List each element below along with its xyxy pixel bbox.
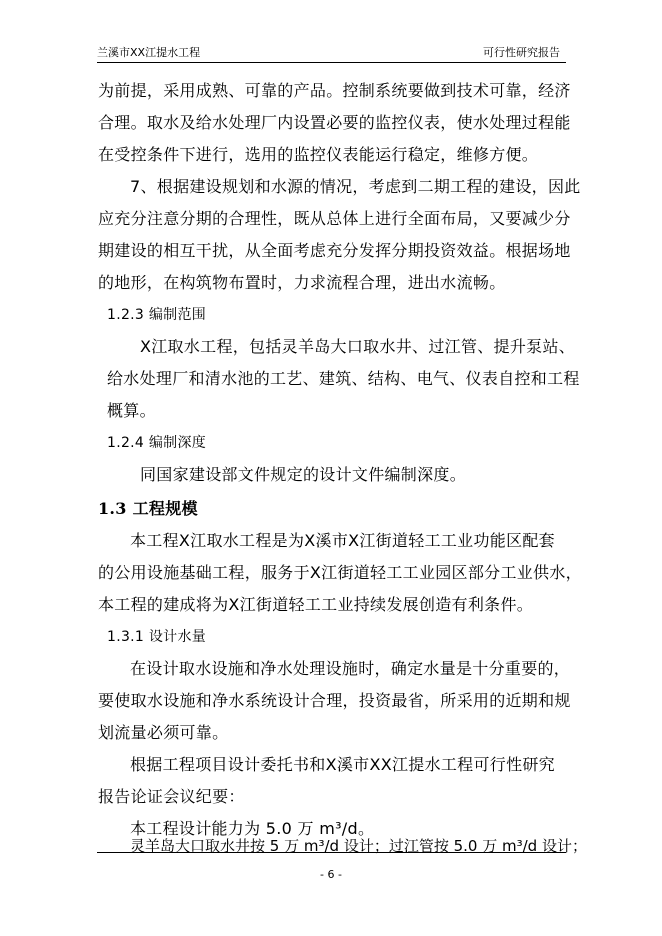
section-heading-1-2-4: 1.2.4 编制深度 <box>107 435 207 451</box>
text-line: 的地形，在构筑物布置时，力求流程合理，进出水流畅。 <box>98 273 506 292</box>
section-heading-1-3: 1.3 工程规模 <box>98 499 198 518</box>
text-line: 概算。 <box>107 401 156 420</box>
text-line: 给水处理厂和清水池的工艺、建筑、结构、电气、仪表自控和工程 <box>107 369 580 388</box>
header-report-title: 可行性研究报告 <box>483 46 560 59</box>
text-line: 7、根据建设规划和水源的情况，考虑到二期工程的建设，因此 <box>130 177 581 196</box>
text-line: 报告论证会议纪要： <box>98 787 245 806</box>
text-line: 本工程X江取水工程是为X溪市X江街道轻工工业功能区配套 <box>130 531 555 550</box>
text-line: 同国家建设部文件规定的设计文件编制深度。 <box>140 465 467 484</box>
text-line: 合理。取水及给水处理厂内设置必要的监控仪表，使水处理过程能 <box>98 113 571 132</box>
section-heading-1-2-3: 1.2.3 编制范围 <box>107 307 207 323</box>
header-project-title: 兰溪市XX江提水工程 <box>97 46 201 59</box>
text-line: 划流量必须可靠。 <box>98 723 229 742</box>
text-line: 应充分注意分期的合理性，既从总体上进行全面布局，又要减少分 <box>98 209 571 228</box>
text-line: 为前提，采用成熟、可靠的产品。控制系统要做到技术可靠，经济 <box>98 81 571 100</box>
text-line: 的公用设施基础工程，服务于X江街道轻工工业园区部分工业供水， <box>98 563 582 582</box>
text-line: 要使取水设施和净水系统设计合理，投资最省，所采用的近期和规 <box>98 691 571 710</box>
text-line: 期建设的相互干扰，从全面考虑充分发挥分期投资效益。根据场地 <box>98 241 571 260</box>
text-line: X江取水工程，包括灵羊岛大口取水井、过江管、提升泵站、 <box>140 337 576 356</box>
text-line: 灵羊岛大口取水井按 5 万 m³/d 设计；过江管按 5.0 万 m³/d 设计； <box>130 837 587 855</box>
footer-rule <box>97 852 566 853</box>
text-line: 本工程的建成将为X江街道轻工工业持续发展创造有利条件。 <box>98 595 534 614</box>
text-line: 根据工程项目设计委托书和X溪市XX江提水工程可行性研究 <box>130 755 555 774</box>
text-line: 在受控条件下进行，选用的监控仪表能运行稳定，维修方便。 <box>98 145 539 164</box>
section-heading-1-3-1: 1.3.1 设计水量 <box>107 629 207 645</box>
header-rule <box>97 62 566 63</box>
text-line: 在设计取水设施和净水处理设施时，确定水量是十分重要的， <box>130 659 571 678</box>
page-number: - 6 - <box>320 868 342 881</box>
text-line: 本工程设计能力为 5.0 万 m³/d。 <box>130 819 375 838</box>
